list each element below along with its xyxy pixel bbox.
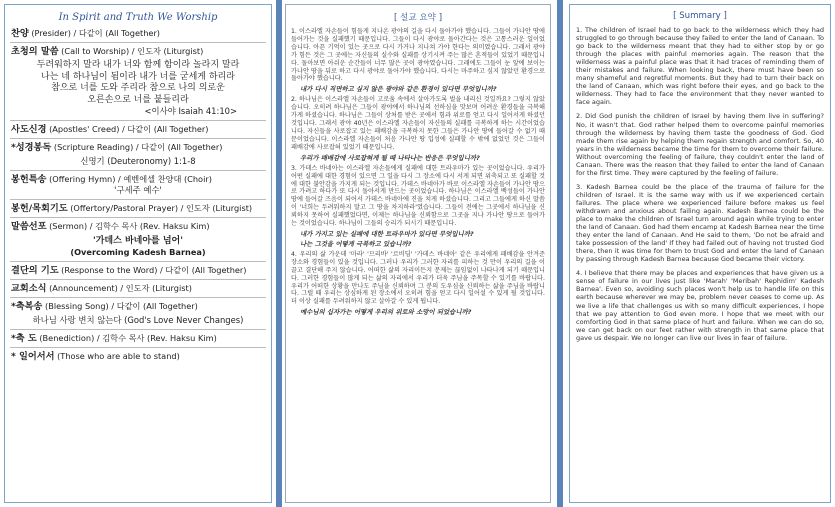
worship-title: In Spirit and Truth We Worship <box>58 12 218 23</box>
blessing-song-row: *축복송 (Blessing Song) / 다같이 (All Together) <box>11 301 198 312</box>
scripture-reference: 신명기 (Deuteronomy) 1:1-8 <box>80 156 196 166</box>
summary-paragraph: 1. The children of Israel had to go back to the wilderness which they had struggled to go through because they failed to enter the land of Canaan. To go back to the wilderness meant that they had to either stop by or go through the places with painful memories again. The reason that the wilderness was a painful place was that it had traces of reminding them of their mistakes and failure. When looking back, there must have been so many shameful and regretful moments. But they had to turn their back on the land of Canaan, which was right before their eyes, and go back to the wilderness. They had to face the environment that they never wanted to face again. <box>576 26 824 107</box>
sermon-title-korean: '가데스 바네아를 넘어' <box>92 236 184 246</box>
verse-line: 두려워하지 말라 내가 너와 함께 함이라 놀라지 말라 <box>36 60 240 70</box>
creed-row: 사도신경 (Apostles' Creed) / 다같이 (All Together) <box>11 124 209 135</box>
reflection-question: 우리가 패배감에 사로잡혀게 될 때 나타나는 반응은 무엇입니까? <box>300 153 480 162</box>
call-to-worship-row: 찬양 (Presider) / 다같이 (All Together) <box>11 28 161 39</box>
korean-summary-title: [ 설교 요약 ] <box>393 13 443 23</box>
blessing-song-title: 하나님 사랑 변치 않는다 (God's Love Never Changes) <box>32 315 244 325</box>
divider <box>10 347 266 348</box>
reflection-question: 나는 그것을 어떻게 극복하고 있습니까? <box>300 239 412 248</box>
summary-paragraph: 4. 우리의 삶 가운데 '마라' '므리바' '르비딤' '가데스 바네아' 같은 우리에게 패배감을 안겨준 장소와 경험들이 있을 것입니다. 그러나 우리가 그러한 자리를 피하는 것 만이 우리의 길을 이끌고 결단해 주지 않습니다. 어떠한 삶의 자리이든지 문제는 끊임없이 나타나게 되기 때문입니다. 그러한 경험들이 많게 되는 삶의 자리에서 우리가 더욱 주님을 주목할 수 있기를 바랍니다. 우리가 어떠한 상황을 만나도 주님을 신뢰하며 그 분의 도우심을 신뢰하는 삶을 주님을 바랍니다. 그럴 때 우리는 상심하게 된 장소에서 오히려 힘을 얻고 다시 일어설 수 있게 될 것입니다. 더 이상 실패를 두려워하지 않고 살아갈 수 있게 됩니다. <box>291 250 545 306</box>
korean-summary-panel <box>285 4 551 503</box>
divider <box>10 329 266 330</box>
english-summary-panel <box>569 4 831 503</box>
summary-paragraph: 1. 이스라엘 자손들이 힘들게 지나온 광야의 길을 다시 돌아가야 했습니다. 그들이 가나안 땅에 들어가는 것을 실패했기 때문입니다. 그들이 다시 광야로 돌아간다는 것은 고통스러운 일이었습니다. 아픈 기억이 있는 곳으로 다시 가거나 지나쳐 가야 한다는 의미였습니다. 그래서 광야가 힘든 것은 그 곳에는 자신들의 실수와 실패를 상기시켜 주는 많은 흔적들이 있었기 때문입니다. 돌아보면 아쉬운 순간들이 너무 많은 곳이 광야였습니다. 그래에도 그들이 눈 앞에 보이는 가나안 땅을 뒤로 하고 다시 광야로 돌아가야 했습니다. 다시는 마주하고 싶지 않았던 환경으로 돌아가야 했습니다. <box>291 28 545 83</box>
verse-line: 참으로 너를 도와 주리라 참으로 나의 의로운 <box>51 83 225 93</box>
gutter-right <box>557 0 563 507</box>
reflection-question: 예수님의 십자가는 어떻게 우리의 위로와 소망이 되었습니까? <box>300 308 472 317</box>
divider <box>10 279 266 280</box>
divider <box>10 199 266 200</box>
scripture-row: *성경봉독 (Scripture Reading) / 다같이 (All Together) <box>11 142 223 153</box>
reflection-question: 내가 다시 직면하고 싶지 않은 광야와 같은 환경이 있다면 무엇입니까? <box>300 85 497 94</box>
summary-paragraph: 2. 하나님은 이스라엘 자손들이 고로움 속에서 살아가도록 벌을 내리신 것일까요? 그렇지 않았습니다. 오히려 하나님은 그들이 광야에서 하나님의 선하심을 맛보며 어려운 환경들을 극복해 가게 하셨습니다. 하나님은 그들이 상처를 받은 곳에서 힘과 위로를 얻고 다시 일어서게 하셨던 것입니다. 그래서 광야 40년은 이스라엘 자손들이 자신들의 실패를 극복하게 하는 시간이었습니다. 자신들을 사로잡고 있는 패배감을 극복하지 못한 그들은 가나안 땅에 들어갈 수 없기 때문이었습니다. 이스라엘 자손들이 처음 가나안 땅 입성에 실패할 수 밖에 없었던 것은 그들이 패배감에 사로잡혀 있었기 때문입니다. <box>291 96 545 151</box>
summary-paragraph: 3. 가데스 바네아는 이스라엘 자손들에게 실패에 대한 트라우마가 있는 곳이었습니다. 우리가 어떤 실패에 대한 경험이 있으면 그 일을 다시 그 장소에 다시 서게 되면 위축되고 또 실패할 것에 대한 불안감을 가지게 되는 것입니다. 가데스 바네아가 바로 이스라엘 자손들이 가나안 땅으로 가려고 하다가 또 다시 돌아서게 만드는 곳이었습니다. 하나님은 이스라엘 백성들이 가나안 땅에 들어갈 즈음이 되어서 가데스 바네아에 진을 치게 하셨습니다. 그리고 그들에게 하신 말씀이 '너희는 두려워하지 말고 그 땅을 차지하라'였습니다. 그들이 전에는 그곳에서 하나님을 신뢰하지 못하여 실패했었다면, 이제는 하나님을 신뢰함으로 그곳을 지나 가나안 땅으로 들어가는 것이었습니다. 하나님이 그들의 승리가 되시기 때문입니다. <box>291 164 545 228</box>
offering-row: 봉헌특송 (Offering Hymn) / 예벤에셀 찬양대 (Choir) <box>11 174 212 185</box>
summary-paragraph: 3. Kadesh Barnea could be the place of the trauma of failure for the children of Israel. It is the same way with us if we experienced certain failures. The place where we experienced failure before makes us feel withdrawn and anxious about failing again. Kadesh Barnea could be the place to make the children of Israel turn around again while trying to enter the land of Canaan. God had them encamp at Kadesh Barnea near the time they enter the land of Canaan. And He said to them, 'Do not be afraid and take possession of the land' If they had failed out of having not trusted God there, then it was time for them to trust God and enter the land of Canaan by passing through Kadesh Barnea because God became their victory. <box>576 182 824 264</box>
stand-note-row: * 일어서서 (Those who are able to stand) <box>11 351 180 362</box>
divider <box>10 217 266 218</box>
verse-line: 오른손으로 너를 붙들리라 <box>87 94 189 105</box>
sermon-row: 말씀선포 (Sermon) / 김학수 목사 (Rev. Haksu Kim) <box>11 221 210 232</box>
verse-reference: <이사야 Isaiah 41:10> <box>144 106 237 116</box>
announcement-row: 교회소식 (Announcement) / 인도자 (Liturgist) <box>11 283 192 294</box>
pastoral-prayer-row: 봉헌/목회기도 (Offertory/Pastoral Prayer) / 인도자 (Liturgist) <box>11 203 253 214</box>
divider <box>10 170 266 171</box>
summary-paragraph: 2. Did God punish the children of Israel by having them live in suffering? No, it wasn't that. God rather helped them to overcome painful memories through the wilderness by having them taste the goodness of God. God made them rise again by helping them regain strength and comfort. So, 40 years in the wilderness became the time for them to overcome their failure. Without overcoming the feeling of failure, they couldn't enter the land of Canaan. There was the reason that they failed to enter the land of Canaan for the first time. They were captured by the feeling of failure. <box>576 112 824 177</box>
verse-line: 나는 네 하나님이 됨이라 내가 너를 굳세게 하리라 <box>41 71 235 82</box>
divider <box>10 120 266 121</box>
invocation-row: 초청의 말씀 (Call to Worship) / 인도자 (Liturgist) <box>11 46 204 57</box>
gutter-left <box>276 0 282 507</box>
sermon-title-english: (Overcoming Kadesh Barnea) <box>70 247 206 257</box>
benediction-row: *축 도 (Benediction) / 김학수 목사 (Rev. Haksu Kim) <box>11 333 217 344</box>
divider <box>10 42 266 43</box>
summary-paragraph: 4. I believe that there may be places and experiences that have given us a sense of failure in our lives just like 'Marah' 'Meribah' Rephidim' Kadesh Barnea'. Even so, avoiding such places won't help us to handle life on this earth because wherever we may be, problem never ceases to come up. As we live a life that challenges us with so many difficult experiences, I hope that we pay attention to God even more. I hope that we meet with our comforting God in that same place of hurt and failure. When we can do so, we can get back on our feet rather with strength in that same place that gave us despair. We no longer can live our lives in fear of failure. <box>576 269 824 342</box>
divider <box>10 138 266 139</box>
order-of-worship-panel <box>4 4 272 503</box>
response-prayer-row: 결단의 기도 (Response to the Word) / 다같이 (All Together) <box>11 265 247 276</box>
divider <box>10 297 266 298</box>
divider <box>10 261 266 262</box>
reflection-question: 내가 가지고 있는 실패에 대한 트라우마가 있다면 무엇입니까? <box>300 229 474 238</box>
english-summary-title: [ Summary ] <box>673 11 727 21</box>
offering-song-title: '구세주 예수' <box>114 185 162 195</box>
